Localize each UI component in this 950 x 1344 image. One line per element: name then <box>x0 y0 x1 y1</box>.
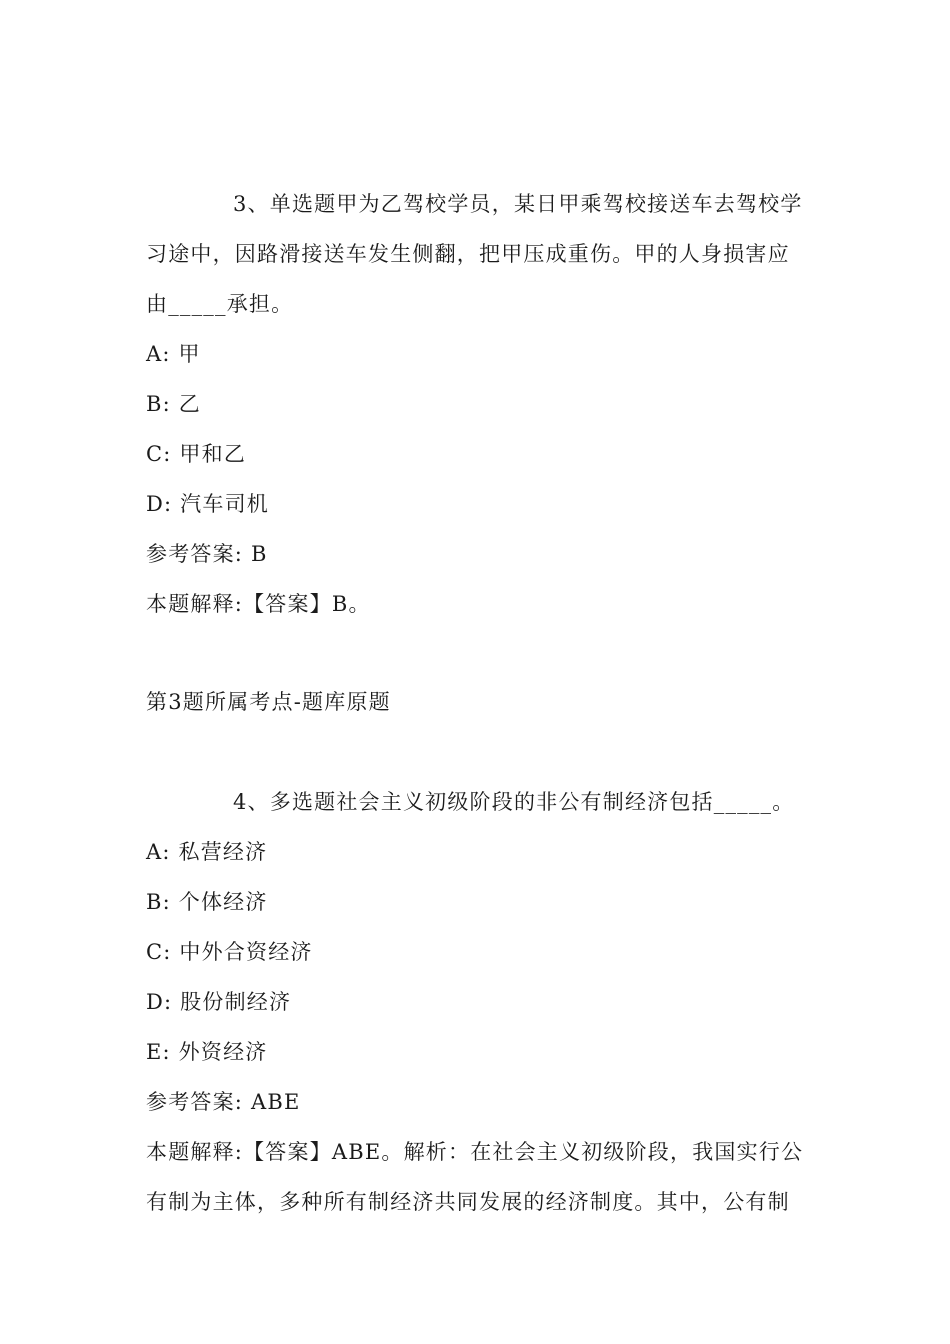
q4-explanation-line-2: 有制为主体，多种所有制经济共同发展的经济制度。其中，公有制 <box>146 1190 790 1214</box>
q4-stem-line-1: 4、多选题社会主义初级阶段的非公有制经济包括_____。 <box>233 790 795 814</box>
q3-option-c: C: 甲和乙 <box>146 442 247 466</box>
q3-answer: 参考答案: B <box>146 542 268 566</box>
q4-option-b: B: 个体经济 <box>146 890 268 914</box>
q4-option-c: C: 中外合资经济 <box>146 940 313 964</box>
q3-topic: 第3题所属考点-题库原题 <box>146 690 391 714</box>
q3-option-a: A: 甲 <box>146 342 201 366</box>
q4-explanation-line-1: 本题解释:【答案】ABE。解析：在社会主义初级阶段，我国实行公 <box>146 1140 804 1164</box>
q4-option-a: A: 私营经济 <box>146 840 268 864</box>
q3-explanation: 本题解释:【答案】B。 <box>146 592 371 616</box>
q3-stem-line-1: 3、单选题甲为乙驾校学员，某日甲乘驾校接送车去驾校学 <box>233 192 803 216</box>
q3-option-d: D: 汽车司机 <box>146 492 269 516</box>
q4-answer: 参考答案: ABE <box>146 1090 301 1114</box>
q3-stem-line-3: 由_____承担。 <box>146 292 294 316</box>
q3-option-b: B: 乙 <box>146 392 201 416</box>
q3-stem-line-2: 习途中，因路滑接送车发生侧翻，把甲压成重伤。甲的人身损害应 <box>146 242 790 266</box>
q4-option-e: E: 外资经济 <box>146 1040 268 1064</box>
q4-option-d: D: 股份制经济 <box>146 990 292 1014</box>
